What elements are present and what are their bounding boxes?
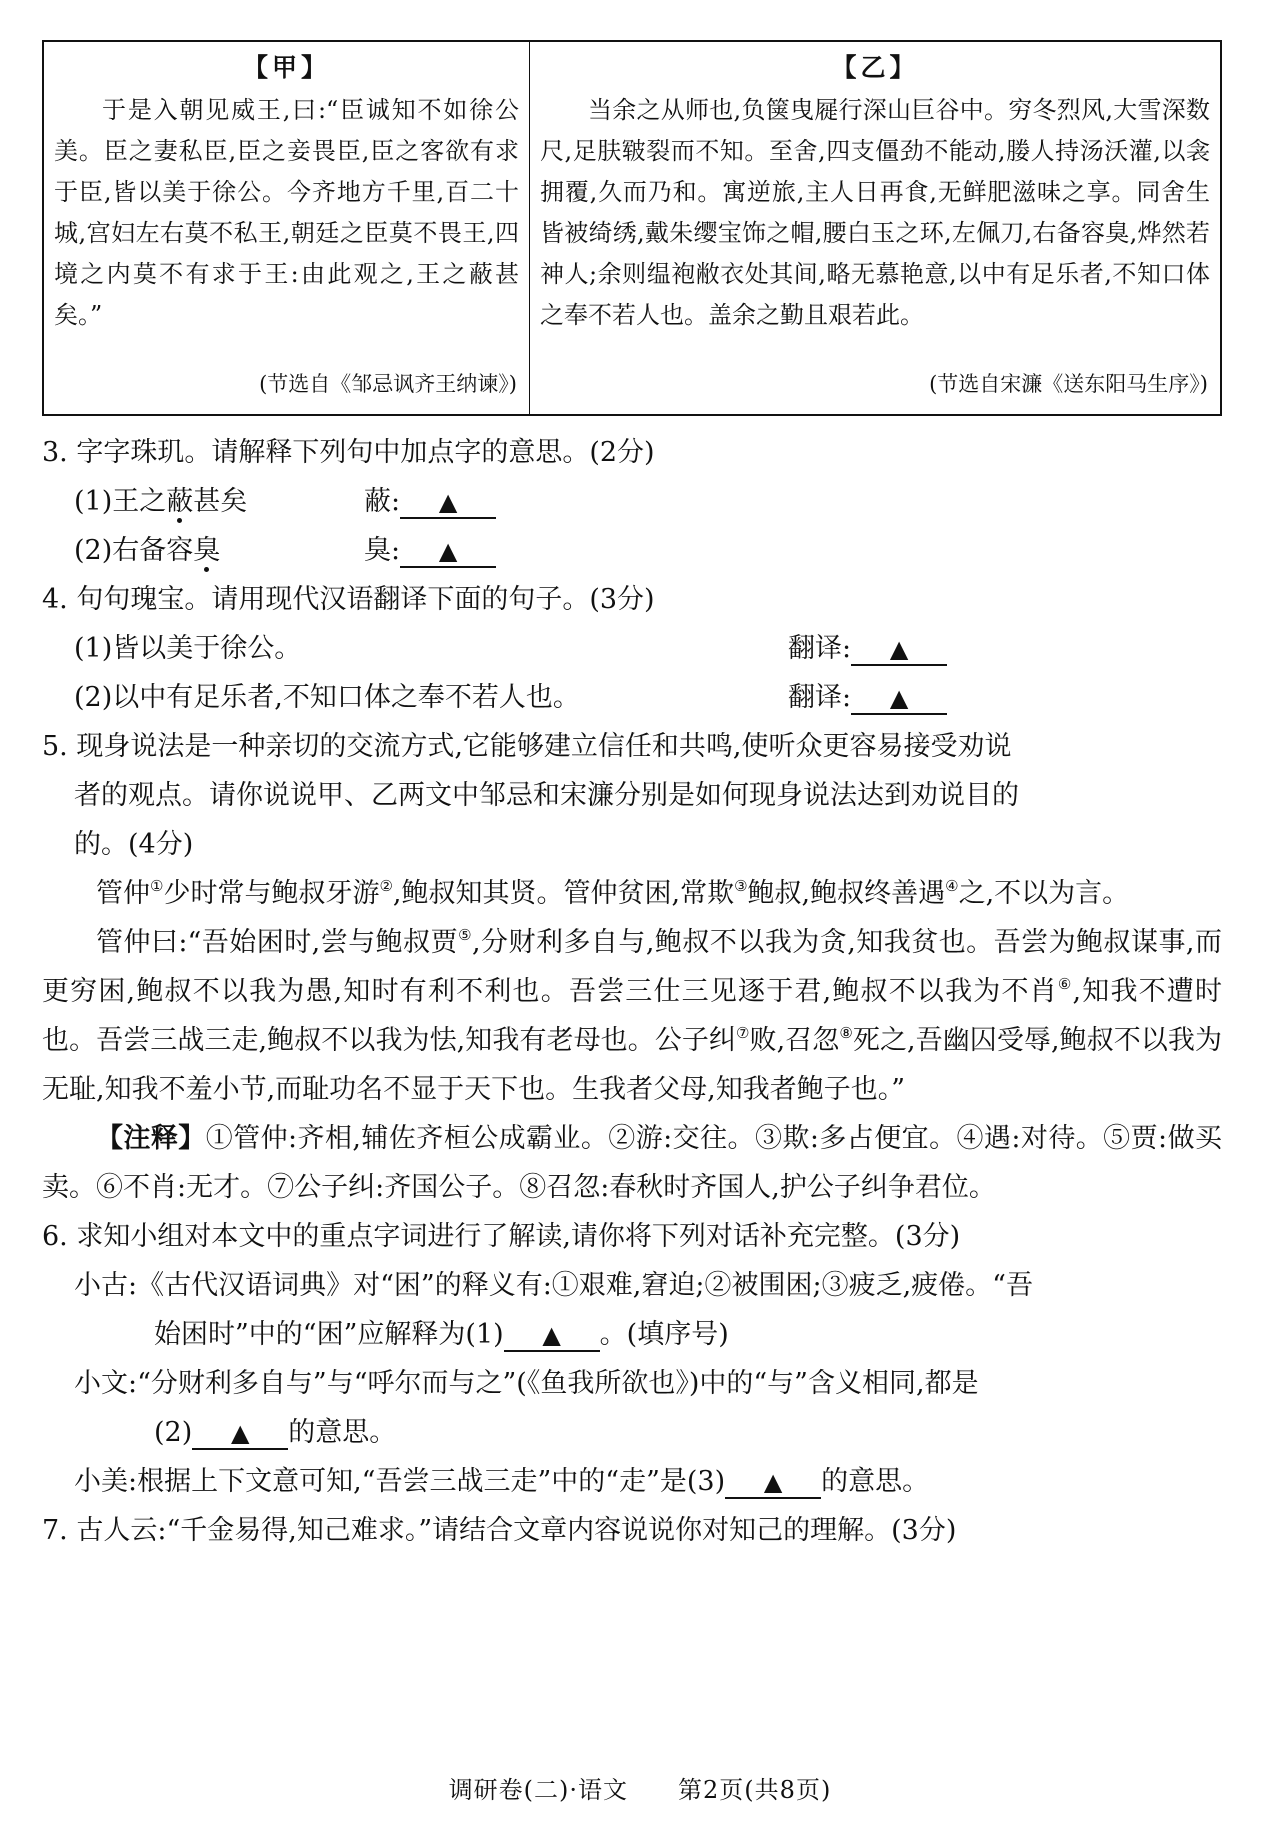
passage-jia-label: 【甲】: [242, 53, 330, 82]
answer-blank[interactable]: ▲: [400, 487, 496, 519]
dotted-char: 蔽: [166, 486, 194, 517]
dotted-char: 臭: [193, 535, 221, 566]
q6-stem: 6. 求知小组对本文中的重点字词进行了解读,请你将下列对话补充完整。(3分): [42, 1221, 961, 1252]
q5-line-3: 的。(4分): [74, 829, 194, 860]
q6-xiaogu-1: 小古:《古代汉语词典》对“困”的释义有:①艰难,窘迫;②被围困;③疲乏,疲倦。“吾: [74, 1270, 1033, 1301]
answer-blank[interactable]: ▲: [851, 634, 947, 666]
q5-line-1: 5. 现身说法是一种亲切的交流方式,它能够建立信任和共鸣,使听众更容易接受劝说: [42, 731, 1012, 762]
q3-item-2: (2)右备容臭 臭: ▲: [42, 526, 1222, 575]
answer-blank[interactable]: ▲: [725, 1467, 821, 1499]
passage-table: [42, 40, 1222, 416]
answer-blank[interactable]: ▲: [400, 536, 496, 568]
q4-item-1: (1)皆以美于徐公。 翻译: ▲: [42, 624, 1222, 673]
questions-area: [42, 428, 1222, 1555]
answer-blank[interactable]: ▲: [192, 1418, 288, 1450]
q6-xiaogu-2: 始困时”中的“困”应解释为(1) ▲ 。(填序号): [154, 1319, 729, 1350]
passage-jia-source: (节选自《邹忌讽齐王纳谏》): [259, 372, 517, 396]
notes-title: 【注释】: [96, 1123, 206, 1154]
passage-yi: [530, 42, 1220, 414]
passage-yi-source: (节选自宋濂《送东阳马生序》): [929, 372, 1208, 396]
answer-blank[interactable]: ▲: [504, 1320, 600, 1352]
q6-xiaowen-1: 小文:“分财利多自与”与“呼尔而与之”(《鱼我所欲也》)中的“与”含义相同,都是: [74, 1368, 979, 1399]
notes: [42, 1114, 1222, 1212]
guan-passage-p2: 管仲曰:“吾始困时,尝与鲍叔贾⑤,分财利多自与,鲍叔不以我为贪,知我贫也。吾尝为鲍叔谋事,而更穷困,鲍叔不以我为愚,知时有利不利也。吾尝三仕三见逐于君,鲍叔不以我为不肖⑥,知我不遭时也。吾尝三战三走,鲍叔不以我为怯,知我有老母也。公子纠⑦败,召忽⑧死之,吾幽囚受辱,鲍叔不以我为无耻,知我不羞小节,而耻功名不显于天下也。生我者父母,知我者鲍子也。”: [42, 926, 1222, 1105]
notes-text: ①管仲:齐相,辅佐齐桓公成霸业。②游:交往。③欺:多占便宜。④遇:对待。⑤贾:做买卖。⑥不肖:无才。⑦公子纠:齐国公子。⑧召忽:春秋时齐国人,护公子纠争君位。: [42, 1123, 1223, 1203]
passage-jia-text: 于是入朝见威王,曰:“臣诚知不如徐公美。臣之妻私臣,臣之妾畏臣,臣之客欲有求于臣,皆以美于徐公。今齐地方千里,百二十城,宫妇左右莫不私王,朝廷之臣莫不畏王,四境之内莫不有求于王:由此观之,王之蔽甚矣。”: [54, 96, 519, 329]
q4-stem: 4. 句句瑰宝。请用现代汉语翻译下面的句子。(3分): [42, 584, 655, 615]
passage-yi-text: 当余之从师也,负箧曳屣行深山巨谷中。穷冬烈风,大雪深数尺,足肤皲裂而不知。至舍,四支僵劲不能动,媵人持汤沃灌,以衾拥覆,久而乃和。寓逆旅,主人日再食,无鲜肥滋味之享。同舍生皆被绮绣,戴朱缨宝饰之帽,腰白玉之环,左佩刀,右备容臭,烨然若神人;余则缊袍敝衣处其间,略无慕艳意,以中有足乐者,不知口体之奉不若人也。盖余之勤且艰若此。: [540, 96, 1210, 329]
guan-passage-p1: 管仲①少时常与鲍叔牙游②,鲍叔知其贤。管仲贫困,常欺③鲍叔,鲍叔终善遇④之,不以为言。: [96, 877, 1130, 909]
passage-jia: [44, 42, 530, 414]
q4-item-2: (2)以中有足乐者,不知口体之奉不若人也。 翻译: ▲: [42, 673, 1222, 722]
q5-line-2: 者的观点。请你说说甲、乙两文中邹忌和宋濂分别是如何现身说法达到劝说目的: [74, 780, 1019, 811]
page-footer: 调研卷(二)·语文 第2页(共8页): [448, 1776, 832, 1804]
q6-xiaomei: 小美:根据上下文意可知,“吾尝三战三走”中的“走”是(3) ▲ 的意思。: [74, 1466, 930, 1497]
answer-blank[interactable]: ▲: [851, 683, 947, 715]
passage-yi-label: 【乙】: [831, 53, 919, 82]
q3-item-1: (1)王之蔽甚矣 蔽: ▲: [42, 477, 1222, 526]
q7-stem: 7. 古人云:“千金易得,知己难求。”请结合文章内容说说你对知己的理解。(3分): [42, 1515, 957, 1546]
q3-stem: 3. 字字珠玑。请解释下列句中加点字的意思。(2分): [42, 437, 655, 468]
q6-xiaowen-2: (2) ▲ 的意思。: [154, 1417, 397, 1448]
